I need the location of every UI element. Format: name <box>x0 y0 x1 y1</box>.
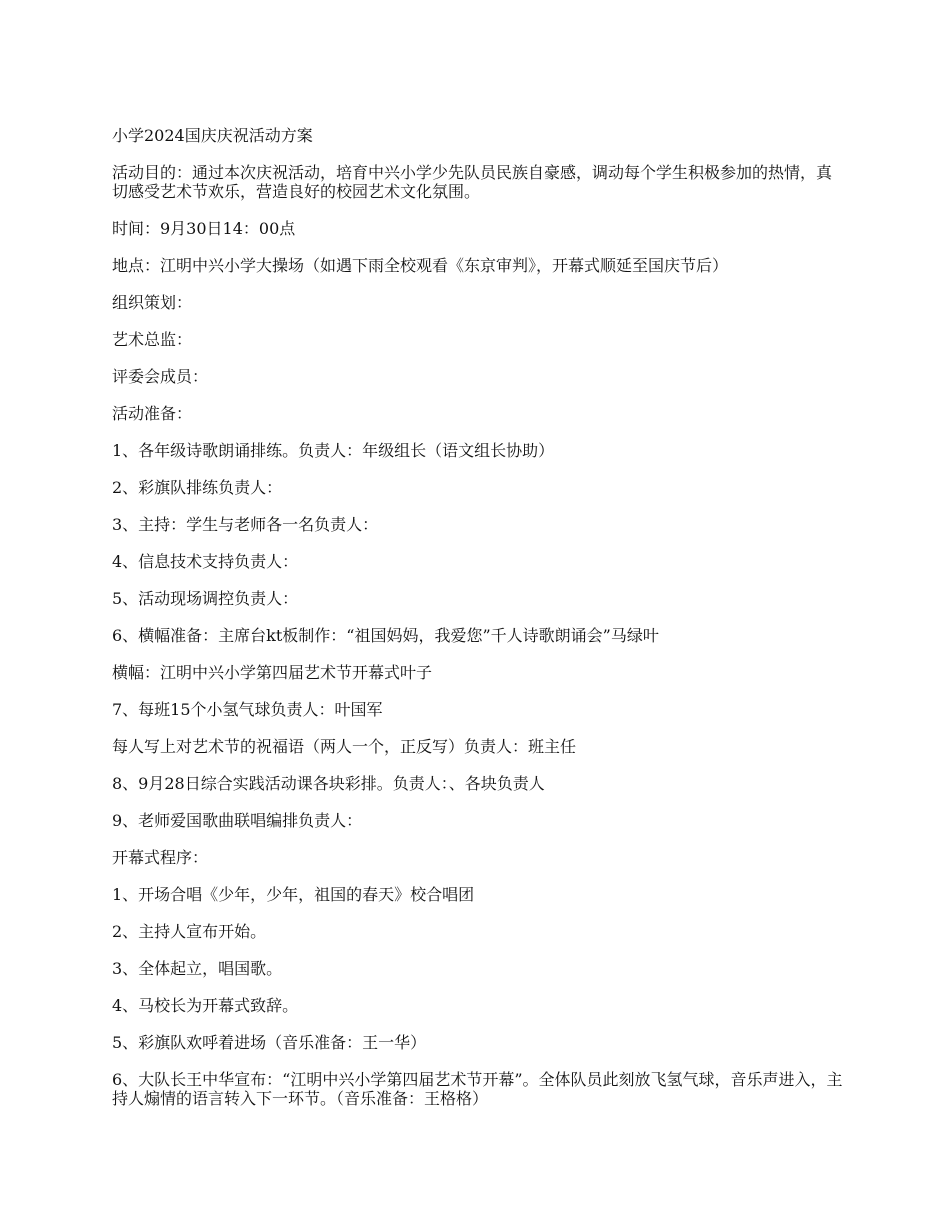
list-item: 5、活动现场调控负责人： <box>112 589 299 608</box>
list-item: 3、主持：学生与老师各一名负责人： <box>112 515 379 534</box>
list-item: 2、主持人宣布开始。 <box>112 922 267 941</box>
list-item: 8、9月28日综合实践活动课各块彩排。负责人：、各块负责人 <box>112 774 545 793</box>
paragraph-purpose: 活动目的：通过本次庆祝活动，培育中兴小学少先队员民族自豪感，调动每个学生积极参加的热情，真切感受艺术节欢乐，营造良好的校园艺术文化氛围。 <box>112 163 833 201</box>
list-item: 5、彩旗队欢呼着进场（音乐准备：王一华） <box>112 1033 427 1052</box>
paragraph-jury: 评委会成员： <box>112 367 209 386</box>
list-item: 9、老师爱国歌曲联唱编排负责人： <box>112 811 363 830</box>
list-item: 1、各年级诗歌朗诵排练。负责人：年级组长（语文组长协助） <box>112 441 555 460</box>
paragraph-time: 时间：9月30日14：00点 <box>112 219 296 238</box>
list-item: 4、信息技术支持负责人： <box>112 552 299 571</box>
list-item: 1、开场合唱《少年，少年，祖国的春天》校合唱团 <box>112 885 475 904</box>
list-item: 2、彩旗队排练负责人： <box>112 478 283 497</box>
list-item: 6、横幅准备：主席台kt板制作：“祖国妈妈，我爱您”千人诗歌朗诵会”马绿叶 <box>112 626 659 645</box>
list-item: 3、全体起立，唱国歌。 <box>112 959 283 978</box>
list-item: 6、大队长王中华宣布：“江明中兴小学第四届艺术节开幕”。全体队员此刻放飞氢气球，音乐声进入，主持人煽情的语言转入下一环节。（音乐准备：王格格） <box>112 1070 843 1108</box>
list-item: 每人写上对艺术节的祝福语（两人一个，正反写）负责人：班主任 <box>112 737 577 756</box>
document-page <box>112 126 847 1126</box>
list-item: 4、马校长为开幕式致辞。 <box>112 996 299 1015</box>
section-heading-program: 开幕式程序： <box>112 848 209 867</box>
section-heading-preparation: 活动准备： <box>112 404 193 423</box>
paragraph-organizer: 组织策划： <box>112 293 193 312</box>
document-title: 小学2024国庆庆祝活动方案 <box>112 126 313 145</box>
paragraph-art-director: 艺术总监： <box>112 330 193 349</box>
paragraph-location: 地点：江明中兴小学大操场（如遇下雨全校观看《东京审判》，开幕式顺延至国庆节后） <box>112 256 729 275</box>
list-item: 横幅：江明中兴小学第四届艺术节开幕式叶子 <box>112 663 433 682</box>
list-item: 7、每班15个小氢气球负责人：叶国军 <box>112 700 383 719</box>
